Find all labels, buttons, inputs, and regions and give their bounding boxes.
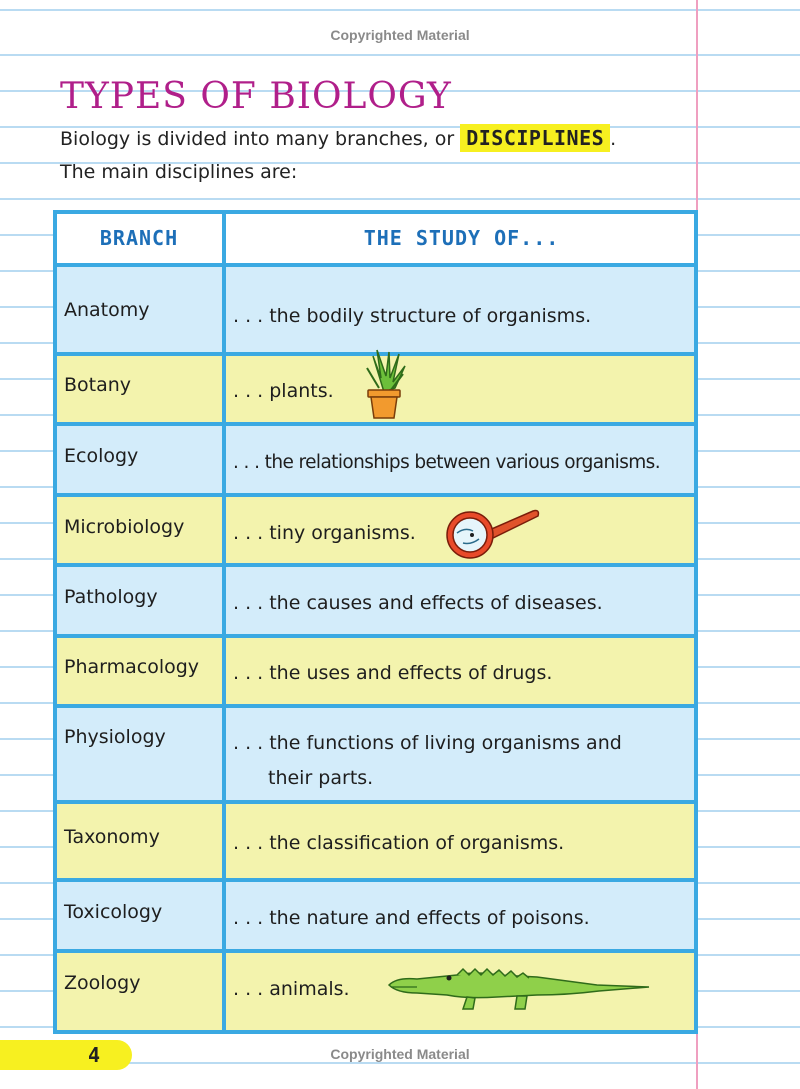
table-row xyxy=(53,281,698,356)
intro-text-line2: The main disciplines are: xyxy=(60,161,298,183)
disciplines-table xyxy=(53,210,698,1034)
table-row xyxy=(53,882,698,953)
study-cell-line2: their parts. xyxy=(268,767,374,789)
branch-cell: Microbiology xyxy=(64,516,185,538)
intro-text xyxy=(60,126,616,150)
table-row xyxy=(53,638,698,708)
page-title: TYPES OF BIOLOGY xyxy=(60,76,452,117)
study-cell: . . . the classification of organisms. xyxy=(233,832,565,854)
header-branch: BRANCH xyxy=(99,226,179,250)
header-study-of: THE STUDY OF... xyxy=(363,226,560,250)
study-cell: . . . the nature and effects of poisons. xyxy=(233,907,590,929)
branch-cell: Taxonomy xyxy=(64,826,160,848)
magnifying-glass-icon xyxy=(443,505,543,561)
table-row xyxy=(53,356,698,426)
table-row xyxy=(53,497,698,567)
study-cell xyxy=(233,726,692,796)
branch-cell: Ecology xyxy=(64,445,139,467)
branch-cell: Pharmacology xyxy=(64,656,200,678)
table-row xyxy=(53,567,698,638)
page-number: 4 xyxy=(88,1043,101,1067)
table-border-left xyxy=(53,210,57,1034)
branch-cell: Pathology xyxy=(64,586,158,608)
intro-text-after: . xyxy=(610,128,617,150)
study-cell: . . . the causes and effects of diseases. xyxy=(233,592,603,614)
crocodile-icon xyxy=(387,965,653,1013)
table-spacer-row xyxy=(53,267,698,281)
potted-plant-icon xyxy=(359,348,409,420)
copyright-notice-top: Copyrighted Material xyxy=(330,27,470,43)
study-cell: . . . the uses and effects of drugs. xyxy=(233,662,553,684)
table-border-right xyxy=(694,210,698,1034)
study-cell: . . . tiny organisms. xyxy=(233,522,416,544)
branch-cell: Physiology xyxy=(64,726,166,748)
table-header-row xyxy=(53,210,698,267)
study-cell: . . . animals. xyxy=(233,978,350,1000)
table-row xyxy=(53,804,698,882)
study-cell: . . . plants. xyxy=(233,380,334,402)
branch-cell: Botany xyxy=(64,374,132,396)
copyright-notice-bottom: Copyrighted Material xyxy=(330,1046,470,1062)
study-cell-line1: . . . the functions of living organisms and xyxy=(233,732,622,754)
table-column-divider xyxy=(222,210,226,1034)
table-row xyxy=(53,708,698,804)
branch-cell: Toxicology xyxy=(64,901,163,923)
study-cell: . . . the relationships between various organisms. xyxy=(233,452,660,473)
table-row xyxy=(53,953,698,1034)
table-row xyxy=(53,426,698,497)
disciplines-highlight: DISCIPLINES xyxy=(460,124,610,152)
intro-text-before: Biology is divided into many branches, or xyxy=(60,128,461,150)
study-cell: . . . the bodily structure of organisms. xyxy=(233,305,592,327)
branch-cell: Zoology xyxy=(64,972,141,994)
branch-cell: Anatomy xyxy=(64,299,150,321)
